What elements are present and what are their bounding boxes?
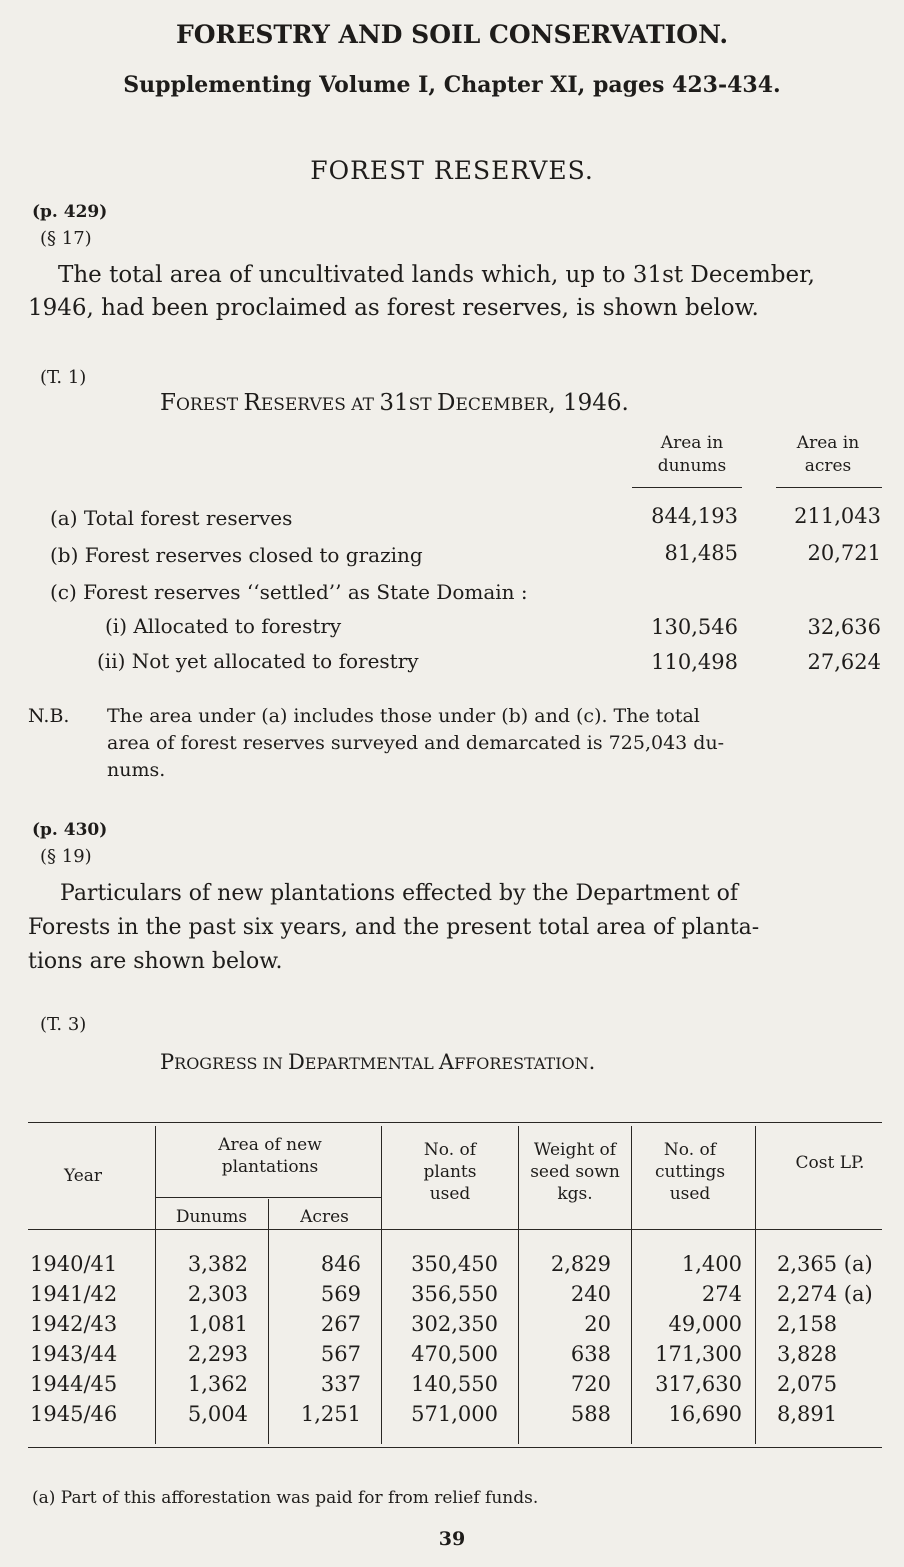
column-header-cost: Cost LP. (795, 1153, 865, 1173)
row-value-dunums: 130,546 (651, 615, 738, 639)
table-row (0, 1252, 904, 1282)
table-reference: (T. 1) (40, 367, 87, 388)
column-header-seed: Weight of seed sown kgs. (530, 1140, 620, 1204)
column-header-dunums: Area in dunums (657, 433, 727, 476)
cell-acres: 846 (320, 1252, 361, 1276)
cell-cost: 2,075 (777, 1372, 838, 1396)
cell-plants: 356,550 (411, 1282, 498, 1306)
cell-seed: 588 (570, 1402, 611, 1426)
table-title-afforestation: PROGRESS IN DEPARTMENTAL AFFORESTATION. (160, 1050, 596, 1074)
column-header-cuttings: No. of cuttings used (654, 1140, 726, 1204)
cell-acres: 267 (320, 1312, 361, 1336)
column-header-area-group: Area of new plantations (218, 1135, 322, 1177)
cell-cuttings: 171,300 (655, 1342, 742, 1366)
cell-cost: 2,365 (a) (777, 1252, 873, 1276)
row-label: (b) Forest reserves closed to grazing (50, 543, 423, 567)
cell-cuttings: 274 (701, 1282, 742, 1306)
cell-year: 1943/44 (30, 1342, 118, 1366)
paragraph-reference: (§ 17) (40, 228, 92, 249)
note-prefix: N.B. (28, 705, 70, 727)
row-value-acres: 20,721 (807, 541, 881, 565)
page-number: 39 (438, 1528, 466, 1550)
cell-dunums: 3,382 (187, 1252, 248, 1276)
table-row (0, 1312, 904, 1342)
cell-dunums: 5,004 (187, 1402, 248, 1426)
row-label: (ii) Not yet allocated to forestry (97, 649, 419, 673)
table-row (0, 1282, 904, 1312)
cell-acres: 569 (320, 1282, 361, 1306)
column-header-plants: No. of plants used (423, 1140, 477, 1204)
row-value-dunums: 844,193 (651, 504, 738, 528)
cell-plants: 350,450 (411, 1252, 498, 1276)
cell-plants: 302,350 (411, 1312, 498, 1336)
cell-cost: 2,274 (a) (777, 1282, 873, 1306)
cell-cuttings: 16,690 (668, 1402, 742, 1426)
table-reference: (T. 3) (40, 1014, 87, 1035)
cell-dunums: 1,081 (187, 1312, 248, 1336)
section-heading-forest-reserves: FOREST RESERVES. (310, 156, 594, 185)
table-bottom-rule (28, 1447, 882, 1448)
intro-text-line: tions are shown below. (28, 949, 283, 974)
header-underline (632, 487, 742, 488)
row-value-acres: 27,624 (807, 650, 881, 674)
cell-year: 1945/46 (30, 1402, 118, 1426)
note-text-line: The area under (a) includes those under (b) and (c). The total (107, 705, 700, 727)
cell-seed: 638 (570, 1342, 611, 1366)
table-row (0, 1402, 904, 1432)
row-label: (c) Forest reserves ‘‘settled’’ as State Domain : (50, 580, 528, 604)
cell-seed: 2,829 (550, 1252, 611, 1276)
intro-text-line: The total area of uncultivated lands which, up to 31st December, (58, 262, 815, 288)
cell-plants: 571,000 (411, 1402, 498, 1426)
cell-dunums: 2,303 (187, 1282, 248, 1306)
table-row (0, 1372, 904, 1402)
cell-acres: 337 (320, 1372, 361, 1396)
cell-year: 1944/45 (30, 1372, 118, 1396)
cell-cuttings: 1,400 (681, 1252, 742, 1276)
page-title: FORESTRY AND SOIL CONSERVATION. (175, 20, 729, 49)
table-top-rule (28, 1122, 882, 1123)
cell-acres: 567 (320, 1342, 361, 1366)
row-label: (i) Allocated to forestry (105, 614, 342, 638)
cell-seed: 720 (570, 1372, 611, 1396)
cell-cost: 8,891 (777, 1402, 838, 1426)
cell-year: 1941/42 (30, 1282, 118, 1306)
row-value-dunums: 110,498 (651, 650, 738, 674)
cell-seed: 240 (570, 1282, 611, 1306)
cell-cost: 2,158 (777, 1312, 838, 1336)
intro-text-line: 1946, had been proclaimed as forest reserves, is shown below. (28, 295, 759, 321)
table-group-rule (155, 1197, 381, 1198)
table-row (0, 1342, 904, 1372)
table-footnote: (a) Part of this afforestation was paid for from relief funds. (32, 1488, 539, 1508)
page-subtitle: Supplementing Volume I, Chapter XI, pages 423-434. (123, 72, 781, 98)
intro-text-line: Forests in the past six years, and the present total area of planta- (28, 915, 760, 940)
column-header-acres: Acres (300, 1207, 349, 1227)
row-value-acres: 211,043 (794, 504, 881, 528)
cell-acres: 1,251 (300, 1402, 361, 1426)
page-reference: (p. 430) (32, 820, 108, 840)
cell-cuttings: 317,630 (655, 1372, 742, 1396)
cell-year: 1940/41 (30, 1252, 118, 1276)
intro-text-line: Particulars of new plantations effected by the Department of (60, 881, 739, 906)
row-value-dunums: 81,485 (664, 541, 738, 565)
column-header-acres: Area in acres (796, 433, 860, 476)
page-reference: (p. 429) (32, 202, 108, 222)
table-header-rule (28, 1229, 882, 1230)
cell-plants: 470,500 (411, 1342, 498, 1366)
paragraph-reference: (§ 19) (40, 846, 92, 867)
cell-plants: 140,550 (411, 1372, 498, 1396)
column-header-year: Year (63, 1166, 103, 1186)
cell-year: 1942/43 (30, 1312, 118, 1336)
cell-dunums: 2,293 (187, 1342, 248, 1366)
row-label: (a) Total forest reserves (50, 506, 293, 530)
column-header-dunums: Dunums (175, 1207, 248, 1227)
table-title-forest-reserves: FOREST RESERVES AT 31ST DECEMBER, 1946. (160, 390, 629, 416)
cell-seed: 20 (584, 1312, 611, 1336)
row-value-acres: 32,636 (807, 615, 881, 639)
cell-cost: 3,828 (777, 1342, 838, 1366)
note-text-line: nums. (107, 759, 166, 781)
header-underline (776, 487, 882, 488)
cell-cuttings: 49,000 (668, 1312, 742, 1336)
note-text-line: area of forest reserves surveyed and demarcated is 725,043 du- (107, 732, 725, 754)
cell-dunums: 1,362 (187, 1372, 248, 1396)
